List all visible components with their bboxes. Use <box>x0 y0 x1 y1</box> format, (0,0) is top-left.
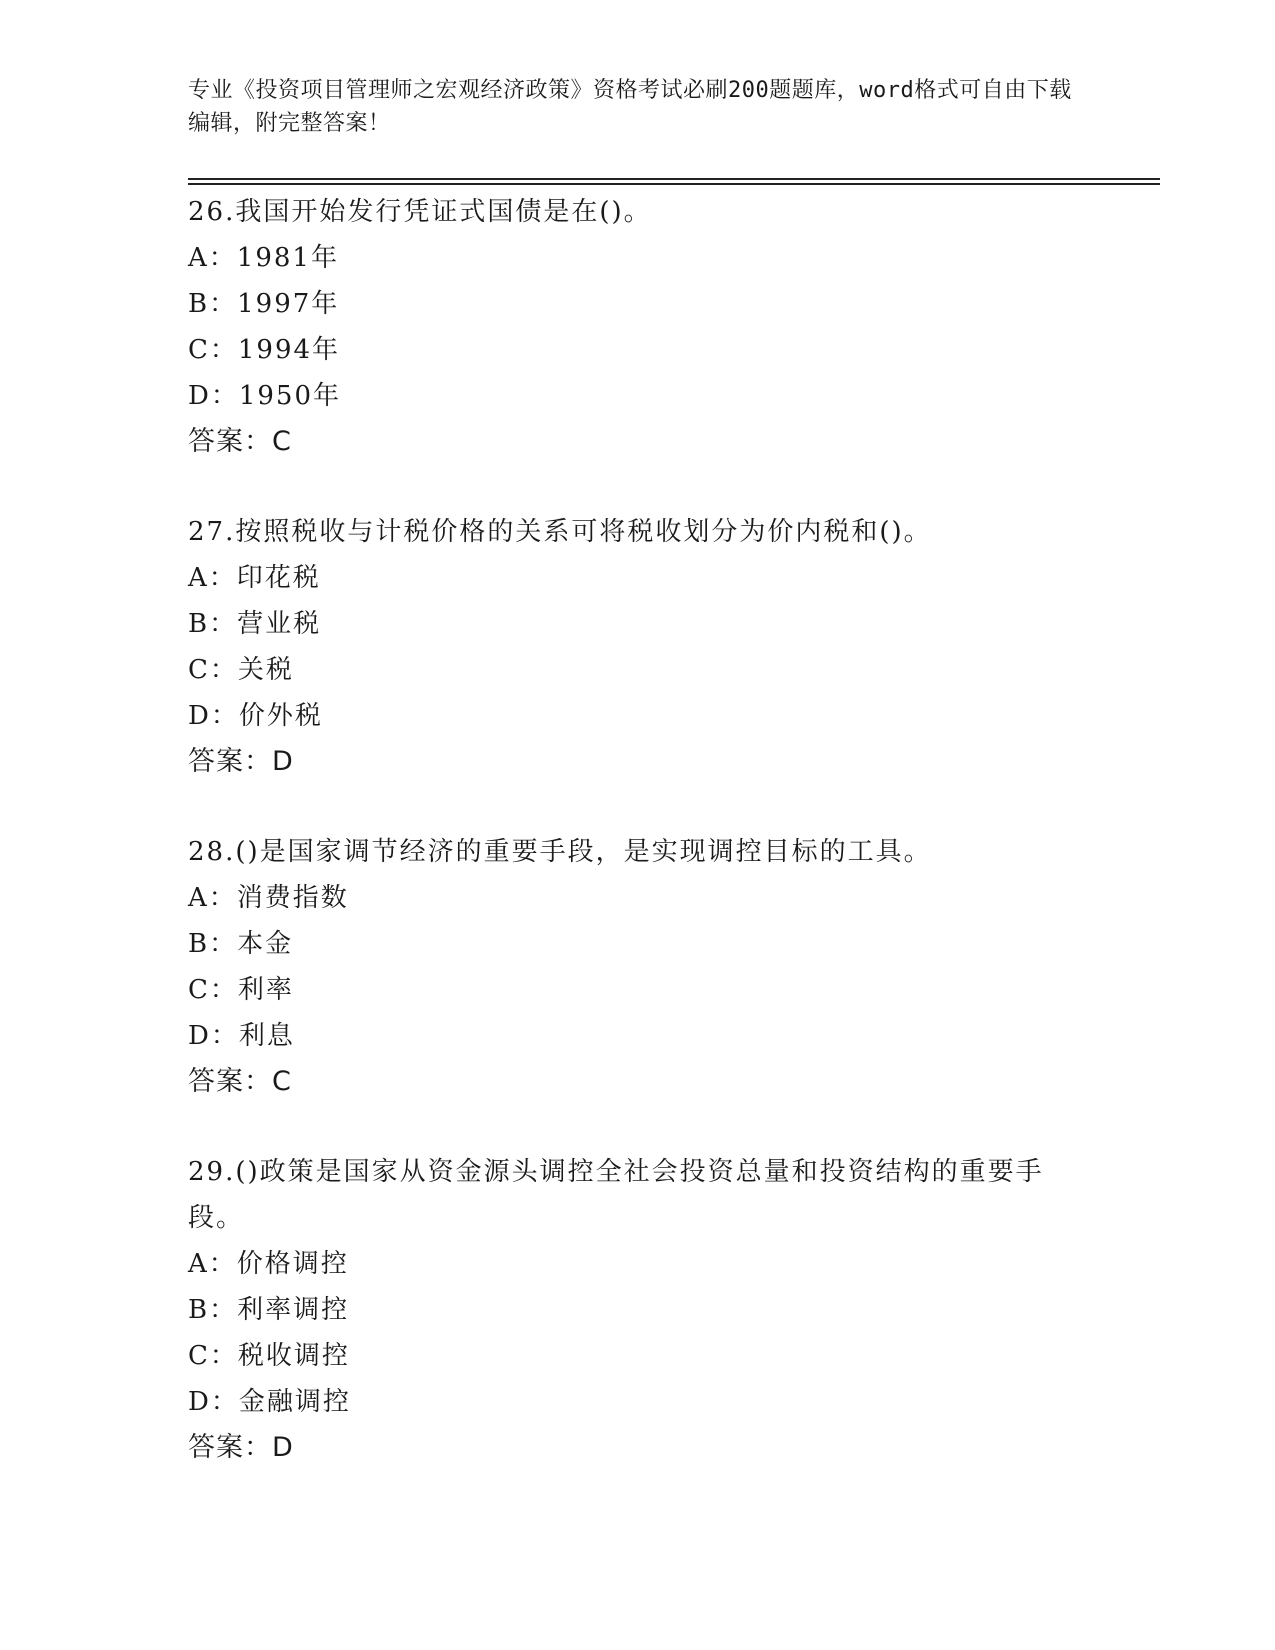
option-c: C：关税 <box>188 655 294 685</box>
option-b: B：本金 <box>188 929 294 959</box>
header-divider-bottom <box>188 183 1160 185</box>
question-26 <box>188 189 1088 465</box>
question-stem: 27.按照税收与计税价格的关系可将税收划分为价内税和()。 <box>188 517 932 547</box>
option-a: A：印花税 <box>188 563 321 593</box>
option-a: A：消费指数 <box>188 883 349 913</box>
option-c: C：利率 <box>188 975 294 1005</box>
question-stem: 26.我国开始发行凭证式国债是在()。 <box>188 197 652 227</box>
option-c: C：1994年 <box>188 335 341 365</box>
option-d: D：1950年 <box>188 381 342 411</box>
option-d: D：利息 <box>188 1021 295 1051</box>
answer: 答案：C <box>188 1066 292 1097</box>
option-d: D：金融调控 <box>188 1387 351 1417</box>
header-divider-top <box>188 178 1160 180</box>
option-a: A：价格调控 <box>188 1249 349 1279</box>
option-a: A：1981年 <box>188 243 339 273</box>
document-header: 专业《投资项目管理师之宏观经济政策》资格考试必刷200题题库，word格式可自由下载编辑，附完整答案！ <box>188 78 1072 136</box>
option-b: B：营业税 <box>188 609 322 639</box>
option-c: C：税收调控 <box>188 1341 350 1371</box>
answer: 答案：D <box>188 1432 294 1463</box>
question-29 <box>188 1149 1088 1471</box>
option-b: B：1997年 <box>188 289 340 319</box>
question-27 <box>188 509 1088 785</box>
question-stem: 28.()是国家调节经济的重要手段，是实现调控目标的工具。 <box>188 837 932 867</box>
answer: 答案：C <box>188 426 292 457</box>
option-d: D：价外税 <box>188 701 323 731</box>
question-stem: 29.()政策是国家从资金源头调控全社会投资总量和投资结构的重要手段。 <box>188 1157 1044 1233</box>
answer: 答案：D <box>188 746 294 777</box>
option-b: B：利率调控 <box>188 1295 350 1325</box>
question-28 <box>188 829 1088 1105</box>
